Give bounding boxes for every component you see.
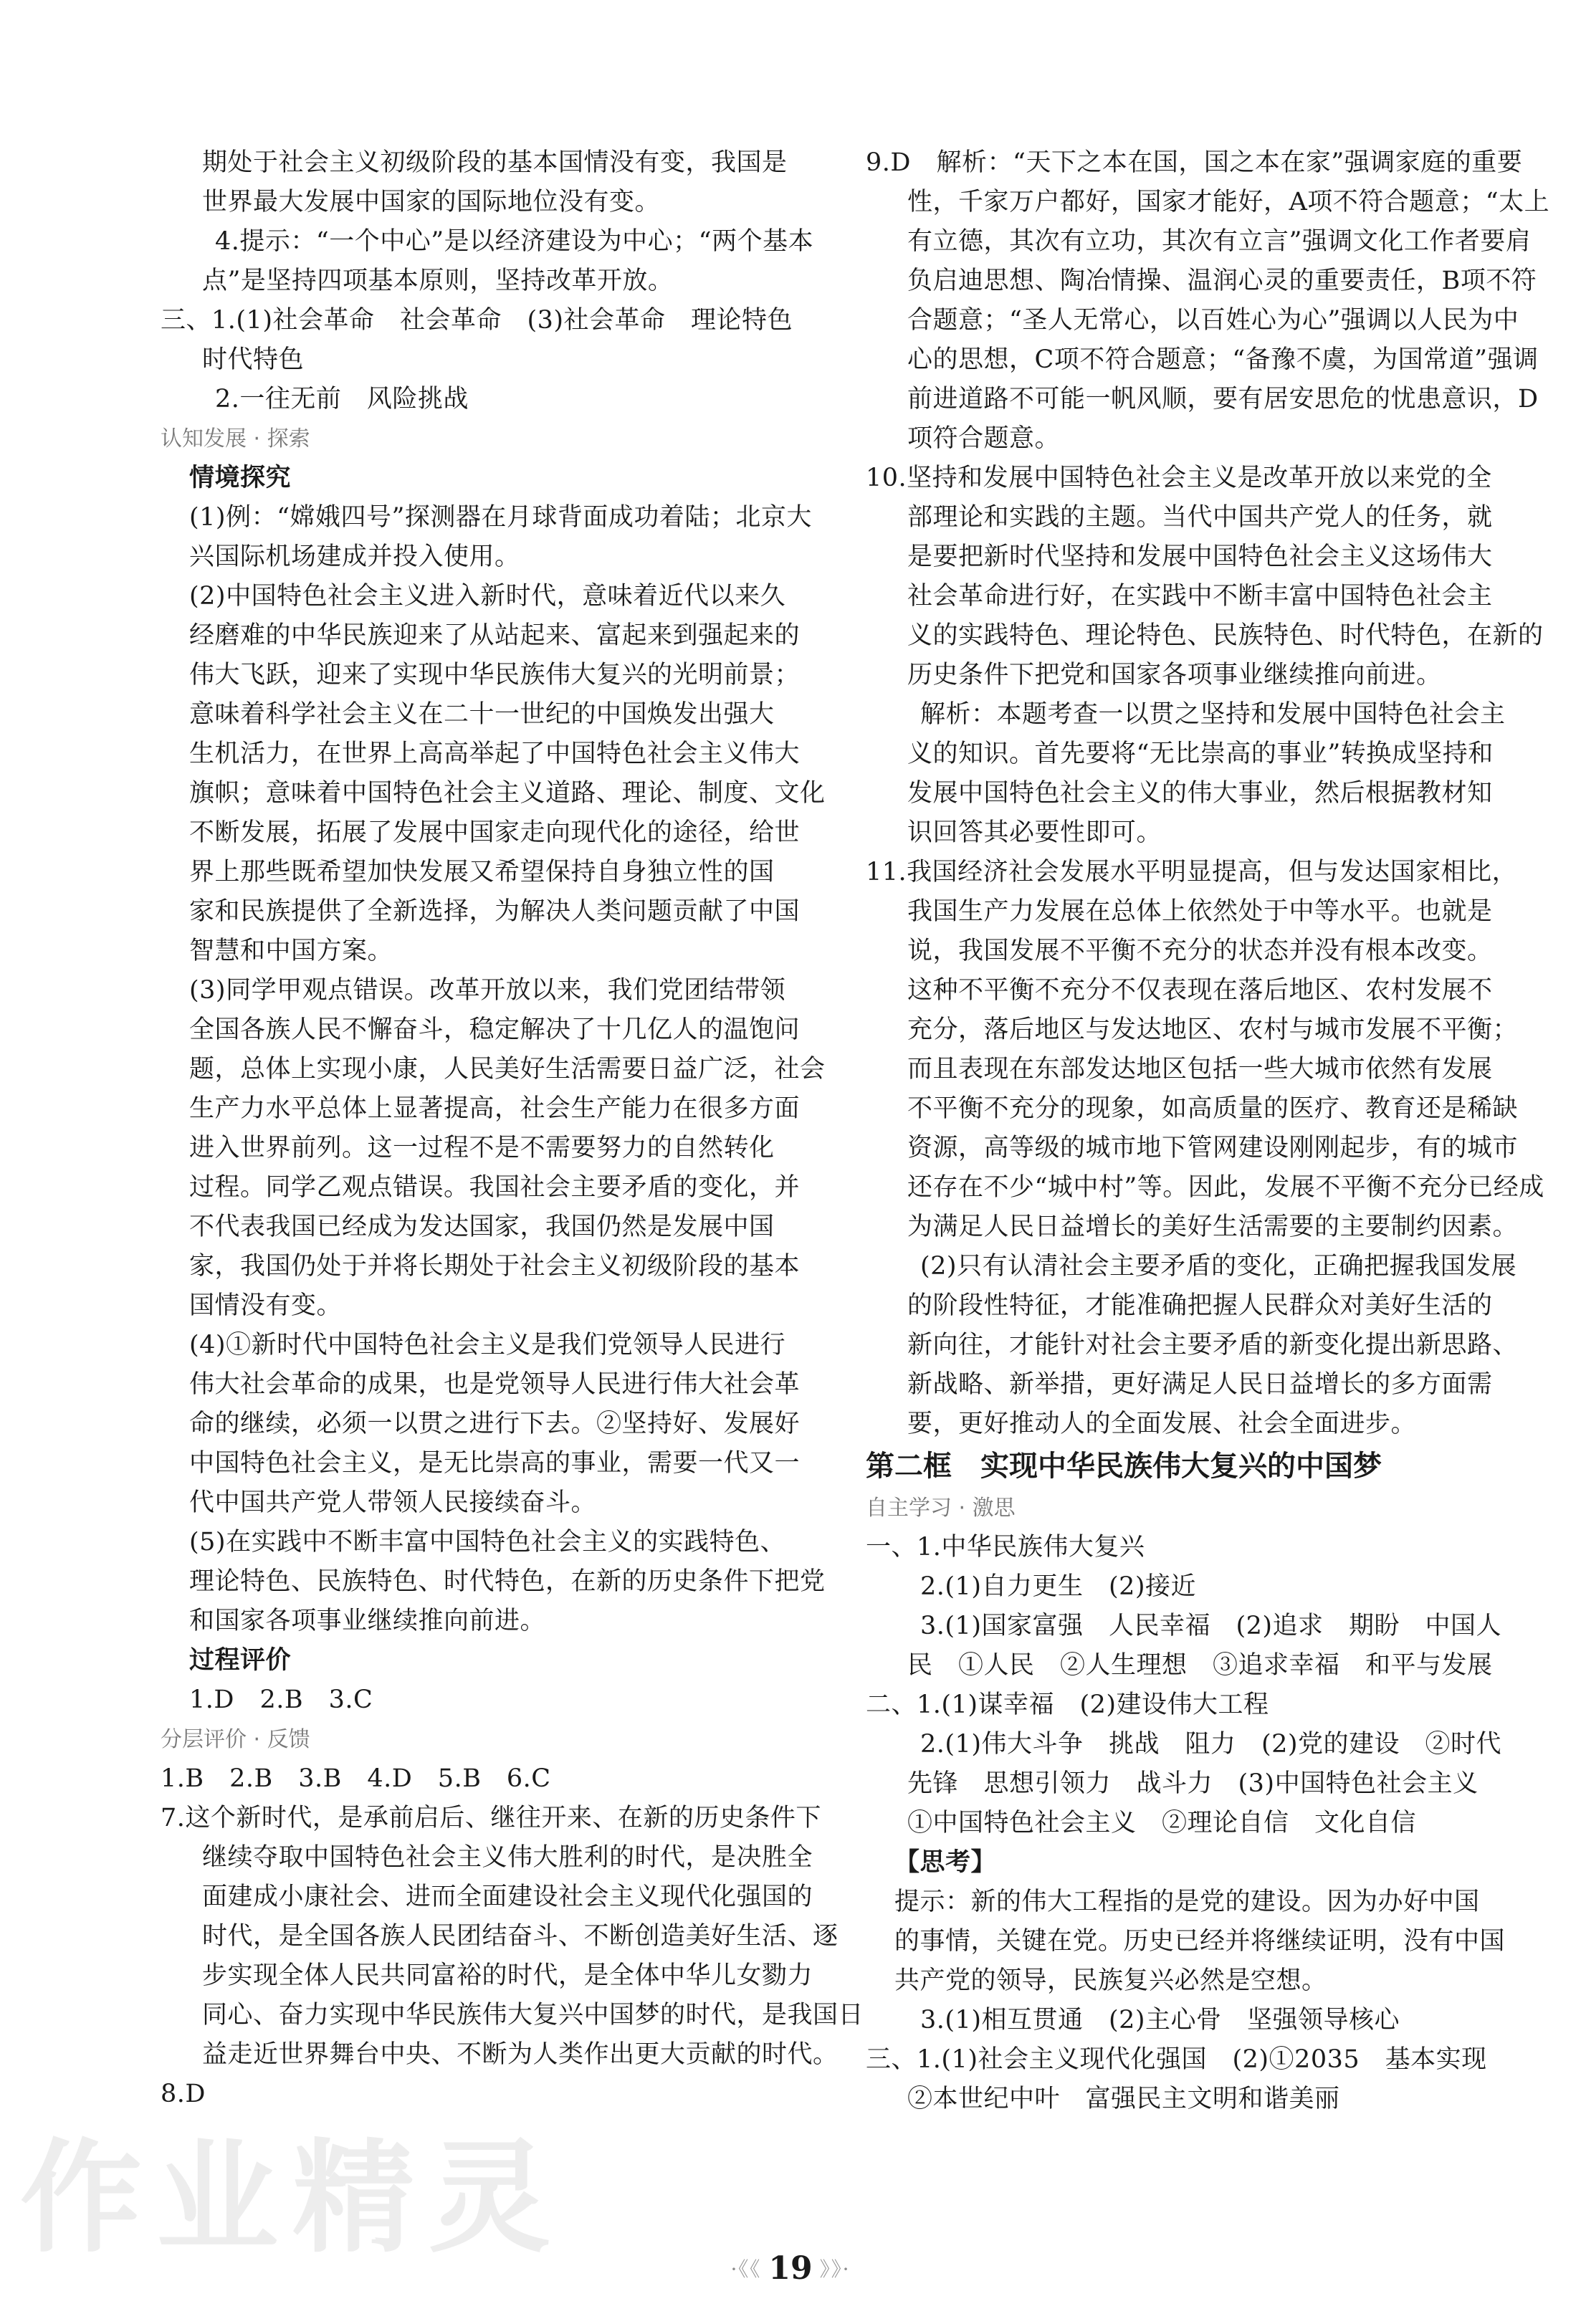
text-line: 共产党的领导，民族复兴必然是空想。 — [894, 1966, 1327, 1995]
text-line: 世界最大发展中国家的国际地位没有变。 — [202, 188, 661, 216]
text-line: 伟大飞跃，迎来了实现中华民族伟大复兴的光明前景； — [189, 661, 801, 689]
text-line: 生产力水平总体上显著提高，社会生产能力在很多方面 — [189, 1094, 801, 1123]
text-line: 3.(1)国家富强 人民幸福 (2)追求 期盼 中国人 — [920, 1612, 1502, 1640]
text-line: 民 ①人民 ②人生理想 ③追求幸福 和平与发展 — [907, 1651, 1493, 1680]
text-line: (4)①新时代中国特色社会主义是我们党领导人民进行 — [189, 1331, 786, 1359]
text-line: 智慧和中国方案。 — [189, 937, 393, 965]
text-line: 解析：本题考查一以贯之坚持和发展中国特色社会主 — [920, 700, 1506, 729]
text-line: 不断发展，拓展了发展中国家走向现代化的途径，给世 — [189, 818, 801, 847]
left-column — [161, 143, 864, 2114]
text-line: 而且表现在东部发达地区包括一些大城市依然有发展 — [907, 1055, 1493, 1084]
text-line: 理论特色、民族特色、时代特色，在新的历史条件下把党 — [189, 1567, 826, 1596]
text-line: 一、1.中华民族伟大复兴 — [866, 1533, 1145, 1562]
subsection-heading: 过程评价 — [189, 1646, 292, 1675]
text-line: 兴国际机场建成并投入使用。 — [189, 542, 520, 571]
text-line: 义的实践特色、理论特色、民族特色、时代特色，在新的 — [907, 621, 1544, 650]
text-line: 伟大社会革命的成果，也是党领导人民进行伟大社会革 — [189, 1370, 801, 1399]
text-line: 为满足人民日益增长的美好生活需要的主要制约因素。 — [907, 1213, 1519, 1241]
text-line: 负启迪思想、陶冶情操、温润心灵的重要责任，B项不符 — [907, 267, 1537, 295]
text-line: 2.一往无前 风险挑战 — [215, 385, 469, 413]
footer-right-deco: 》》· — [819, 2257, 851, 2281]
text-line: 有立德，其次有立功，其次有立言”强调文化工作者要肩 — [907, 227, 1532, 256]
text-line: 三、1.(1)社会主义现代化强国 (2)①2035 基本实现 — [866, 2045, 1487, 2074]
chapter-title: 第二框 实现中华民族伟大复兴的中国梦 — [866, 1450, 1382, 1483]
text-line: 面建成小康社会、进而全面建设社会主义现代化强国的 — [202, 1883, 813, 1911]
text-line: 界上那些既希望加快发展又希望保持自身独立性的国 — [189, 858, 775, 886]
text-line: 1.D 2.B 3.C — [189, 1685, 373, 1714]
text-line: 二、1.(1)谋幸福 (2)建设伟大工程 — [866, 1691, 1269, 1719]
footer-left-deco: ·《《 — [730, 2257, 762, 2281]
text-line: 进入世界前列。这一过程不是不需要努力的自然转化 — [189, 1134, 775, 1162]
text-line: 提示：新的伟大工程指的是党的建设。因为办好中国 — [894, 1888, 1480, 1916]
text-line: 中国特色社会主义，是无比崇高的事业，需要一代又一 — [189, 1449, 801, 1478]
text-line: 识回答其必要性即可。 — [907, 818, 1162, 847]
text-line: 我国生产力发展在总体上依然处于中等水平。也就是 — [907, 897, 1493, 926]
text-line: 11.我国经济社会发展水平明显提高，但与发达国家相比， — [866, 858, 1518, 886]
text-line: 新战略、新举措，更好满足人民日益增长的多方面需 — [907, 1370, 1493, 1399]
text-line: 命的继续，必须一以贯之进行下去。②坚持好、发展好 — [189, 1410, 801, 1438]
text-line: 项符合题意。 — [907, 424, 1061, 453]
text-line: 9.D 解析：“天下之本在国，国之本在家”强调家庭的重要 — [866, 148, 1523, 177]
text-line: 部理论和实践的主题。当代中国共产党人的任务，就 — [907, 503, 1493, 532]
text-line: 历史条件下把党和国家各项事业继续推向前进。 — [907, 661, 1442, 689]
text-line: 资源，高等级的城市地下管网建设刚刚起步，有的城市 — [907, 1134, 1519, 1162]
text-line: 点”是坚持四项基本原则，坚持改革开放。 — [202, 267, 674, 295]
text-line: (3)同学甲观点错误。改革开放以来，我们党团结带领 — [189, 976, 786, 1005]
page-number: 19 — [768, 2249, 813, 2287]
text-line: 合题意；“圣人无常心，以百姓心为心”强调以人民为中 — [907, 306, 1519, 335]
text-line: 不平衡不充分的现象，如高质量的医疗、教育还是稀缺 — [907, 1094, 1519, 1123]
text-line: 旗帜；意味着中国特色社会主义道路、理论、制度、文化 — [189, 779, 826, 808]
text-line: 时代，是全国各族人民团结奋斗、不断创造美好生活、逐 — [202, 1922, 839, 1951]
text-line: 时代特色 — [202, 345, 305, 374]
text-line: 国情没有变。 — [189, 1291, 343, 1320]
text-line: ①中国特色社会主义 ②理论自信 文化自信 — [907, 1809, 1417, 1837]
section-label: 认知发展 · 探索 — [161, 426, 310, 451]
text-line: 先锋 思想引领力 战斗力 (3)中国特色社会主义 — [907, 1769, 1479, 1798]
text-line: 还存在不少“城中村”等。因此，发展不平衡不充分已经成 — [907, 1173, 1544, 1202]
text-line: 发展中国特色社会主义的伟大事业，然后根据教材知 — [907, 779, 1493, 808]
text-line: 社会革命进行好，在实践中不断丰富中国特色社会主 — [907, 582, 1493, 611]
watermark: 作业精灵 — [20, 2128, 565, 2270]
text-line: (5)在实践中不断丰富中国特色社会主义的实践特色、 — [189, 1528, 786, 1556]
text-line: 8.D — [161, 2080, 206, 2108]
text-line: 三、1.(1)社会革命 社会革命 (3)社会革命 理论特色 — [161, 306, 793, 335]
text-line: 的阶段性特征，才能准确把握人民群众对美好生活的 — [907, 1291, 1493, 1320]
text-line: 前进道路不可能一帆风顺，要有居安思危的忧患意识，D — [907, 385, 1539, 413]
text-line: 意味着科学社会主义在二十一世纪的中国焕发出强大 — [189, 700, 775, 729]
text-line: 家和民族提供了全新选择，为解决人类问题贡献了中国 — [189, 897, 801, 926]
text-line: 新向往，才能针对社会主要矛盾的新变化提出新思路、 — [907, 1331, 1519, 1359]
subsection-heading: 情境探究 — [189, 464, 292, 492]
text-line: 3.(1)相互贯通 (2)主心骨 坚强领导核心 — [920, 2006, 1400, 2034]
text-line: 题，总体上实现小康，人民美好生活需要日益广泛，社会 — [189, 1055, 826, 1084]
text-line: 过程。同学乙观点错误。我国社会主要矛盾的变化，并 — [189, 1173, 801, 1202]
text-line: 益走近世界舞台中央、不断为人类作出更大贡献的时代。 — [202, 2040, 839, 2069]
text-line: 全国各族人民不懈奋斗，稳定解决了十几亿人的温饱问 — [189, 1015, 801, 1044]
subsection-heading: 【思考】 — [894, 1848, 997, 1877]
text-line: 7.这个新时代，是承前启后、继往开来、在新的历史条件下 — [161, 1804, 821, 1832]
text-line: 和国家各项事业继续推向前进。 — [189, 1607, 546, 1635]
text-line: (1)例：“嫦娥四号”探测器在月球背面成功着陆；北京大 — [189, 503, 812, 532]
section-label: 自主学习 · 激思 — [866, 1496, 1016, 1521]
text-line: 经磨难的中华民族迎来了从站起来、富起来到强起来的 — [189, 621, 801, 650]
text-line: 10.坚持和发展中国特色社会主义是改革开放以来党的全 — [866, 464, 1492, 492]
text-line: (2)只有认清社会主要矛盾的变化，正确把握我国发展 — [920, 1252, 1517, 1281]
text-line: 代中国共产党人带领人民接续奋斗。 — [189, 1488, 597, 1517]
text-line: 不代表我国已经成为发达国家，我国仍然是发展中国 — [189, 1213, 775, 1241]
section-label: 分层评价 · 反馈 — [161, 1727, 310, 1752]
text-line: 1.B 2.B 3.B 4.D 5.B 6.C — [161, 1764, 551, 1793]
text-line: 心的思想，C项不符合题意；“备豫不虞，为国常道”强调 — [907, 345, 1539, 374]
text-line: 生机活力，在世界上高高举起了中国特色社会主义伟大 — [189, 740, 801, 768]
text-line: 性，千家万户都好，国家才能好，A项不符合题意；“太上 — [907, 188, 1550, 216]
text-line: 2.(1)自力更生 (2)接近 — [920, 1572, 1197, 1601]
text-line: 步实现全体人民共同富裕的时代，是全体中华儿女勠力 — [202, 1961, 813, 1990]
right-column — [866, 143, 1550, 2119]
text-line: 2.(1)伟大斗争 挑战 阻力 (2)党的建设 ②时代 — [920, 1730, 1502, 1759]
text-line: 同心、奋力实现中华民族伟大复兴中国梦的时代，是我国日 — [202, 2001, 864, 2029]
page-footer — [0, 2247, 1581, 2290]
text-line: 家，我国仍处于并将长期处于社会主义初级阶段的基本 — [189, 1252, 801, 1281]
text-line: 的事情，关键在党。历史已经并将继续证明，没有中国 — [894, 1927, 1506, 1956]
text-line: 充分，落后地区与发达地区、农村与城市发展不平衡； — [907, 1015, 1519, 1044]
text-line: ②本世纪中叶 富强民主文明和谐美丽 — [907, 2085, 1340, 2113]
text-line: 是要把新时代坚持和发展中国特色社会主义这场伟大 — [907, 542, 1493, 571]
text-line: 4.提示：“一个中心”是以经济建设为中心；“两个基本 — [215, 227, 814, 256]
text-line: 说，我国发展不平衡不充分的状态并没有根本改变。 — [907, 937, 1493, 965]
text-line: 要，更好推动人的全面发展、社会全面进步。 — [907, 1410, 1417, 1438]
text-line: 这种不平衡不充分不仅表现在落后地区、农村发展不 — [907, 976, 1493, 1005]
text-line: (2)中国特色社会主义进入新时代，意味着近代以来久 — [189, 582, 786, 611]
text-line: 期处于社会主义初级阶段的基本国情没有变，我国是 — [202, 148, 788, 177]
text-line: 继续夺取中国特色社会主义伟大胜利的时代，是决胜全 — [202, 1843, 813, 1872]
text-line: 义的知识。首先要将“无比崇高的事业”转换成坚持和 — [907, 740, 1494, 768]
